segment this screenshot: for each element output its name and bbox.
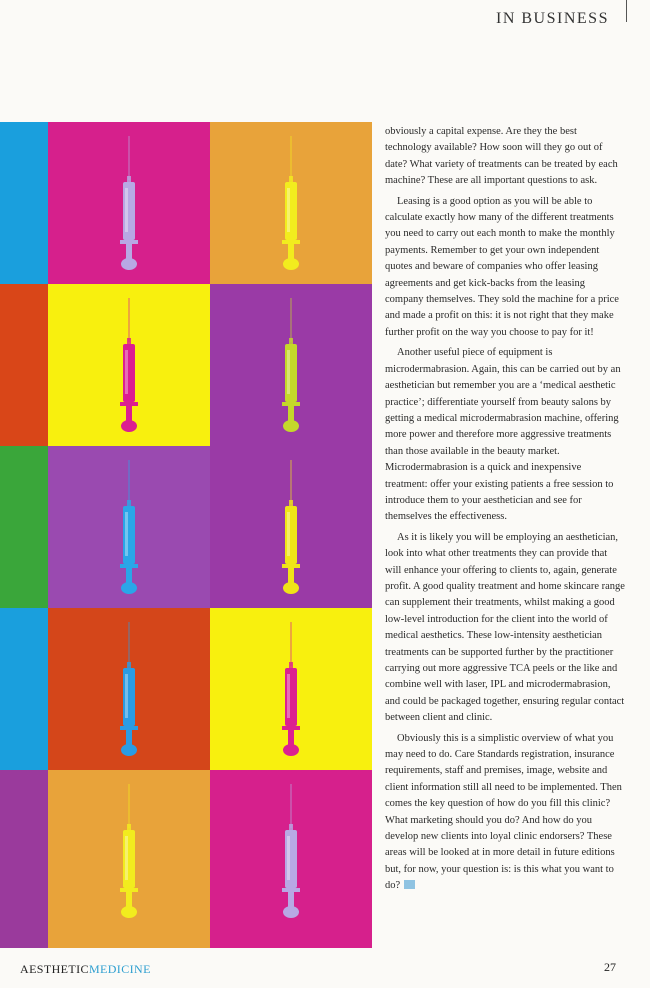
footer-brand (20, 962, 151, 977)
article-paragraph: As it is likely you will be employing an aesthetician, look into what other treatments they can provide that will enhance your offering to clients to, again, generate profit. A good quality treatment and home skincare range can supplement their treatments, whilst making a good low-level introduction for the client into the world of medical aesthetics. These low-intensity aesthetician treatments can be supported further by the practitioner carrying out more aggressive TCA peels or the like and combine well with laser, IPL and microdermabrasion, and could be packaged together, ensuring regular contact between client and clinic. (385, 531, 625, 724)
brand-word-1: AESTHETIC (20, 962, 89, 976)
article-paragraph: Another useful piece of equipment is microdermabrasion. Again, this can be carried out by an aesthetician but remember you are a ‘medical aesthetic practice’; differentiate yourself from beauty salons by getting a medical microdermabrasion machine, offering more power and therefore more aggressive treatments than those available in the beauty market. Microdermabrasion is a quick and inexpensive treatment: offer your existing patients a free session to introduce them to your aesthetician and see for themselves the effectiveness. (385, 347, 621, 523)
article-body (385, 124, 626, 899)
article-paragraph: Leasing is a good option as you will be able to calculate exactly how many of the different treatments you need to carry out each month to make the monthly payments. Remember to get your own independent quotes and beware of companies who offer leasing agreements and get kick-backs from the leasing company themselves. They sold the machine for a price and made a profit on this: it is not right that they make further profit on the way you choose to pay for it! (385, 195, 619, 338)
end-of-article-mark (404, 880, 415, 889)
syringe-pop-art-grid (0, 122, 372, 948)
color-strip (0, 284, 48, 446)
page-number: 27 (604, 960, 616, 974)
syringe-tile (210, 608, 372, 770)
article-paragraph: obviously a capital expense. Are they the best technology available? How soon will they go out of date? What variety of treatments can be treated by each machine? These are all important questions to ask. (385, 126, 618, 187)
syringe-icon (276, 298, 306, 434)
article-paragraph-text: Obviously this is a simplistic overview of what you may need to do. Care Standards registration, insurance requirements, staff and premises, image, website and client information still all need to be implemented. Then comes the key question of how do you fill this clinic? What marketing should you do? And how do you develop new clients into loyal clinic endorsers? These areas will be looked at in more detail in future editions but, for now, your question is: is this what you want to do? (385, 732, 622, 892)
syringe-tile (48, 446, 210, 608)
brand-word-2: MEDICINE (88, 962, 151, 976)
syringe-tile (48, 608, 210, 770)
syringe-icon (276, 784, 306, 920)
syringe-tile (48, 284, 210, 446)
syringe-tile (210, 770, 372, 948)
header-rule (626, 0, 627, 22)
syringe-icon (114, 784, 144, 920)
section-header: IN BUSINESS (496, 10, 609, 27)
syringe-icon (276, 460, 306, 596)
color-strip (0, 608, 48, 770)
syringe-tile (210, 446, 372, 608)
syringe-tile (210, 284, 372, 446)
syringe-icon (114, 622, 144, 758)
syringe-tile (48, 770, 210, 948)
syringe-icon (114, 460, 144, 596)
color-strip (0, 122, 48, 284)
color-strip (0, 446, 48, 608)
syringe-icon (276, 136, 306, 272)
syringe-tile (210, 122, 372, 284)
color-strip (0, 770, 48, 948)
syringe-icon (114, 298, 144, 434)
syringe-icon (114, 136, 144, 272)
syringe-icon (276, 622, 306, 758)
syringe-tile (48, 122, 210, 284)
article-paragraph-last (385, 731, 626, 895)
